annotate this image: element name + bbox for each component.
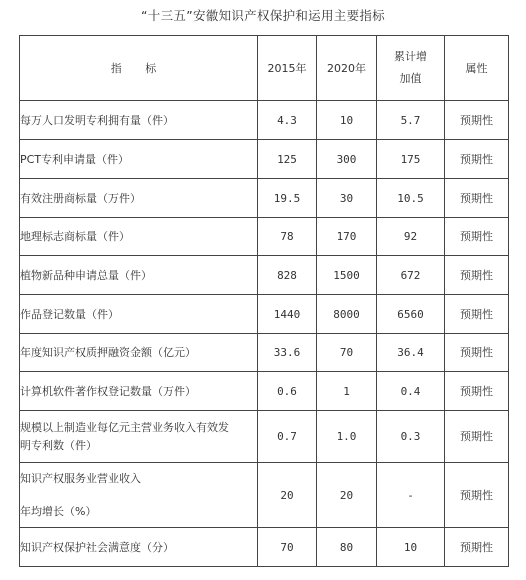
value-attribute: 预期性 [445,256,509,295]
value-2015: 20 [258,463,317,528]
row-indicator: 年度知识产权质押融资金额（亿元） [20,334,258,372]
value-attribute: 预期性 [445,179,509,218]
value-2020: 1.0 [317,411,377,463]
table-row [20,463,509,528]
header-2020: 2020年 [317,36,377,101]
header-cumulative-increase: 累计增 加值 [377,36,445,101]
value-2015: 1440 [258,295,317,334]
row-indicator: PCT专利申请量（件） [20,140,258,179]
table-row [20,372,509,411]
table-title: “十三五”安徽知识产权保护和运用主要指标 [141,8,385,23]
value-increase: 5.7 [377,101,445,140]
value-2020: 1500 [317,256,377,295]
row-indicator: 每万人口发明专利拥有量（件） [20,101,258,140]
value-increase: 36.4 [377,334,445,372]
value-2015: 0.7 [258,411,317,463]
value-attribute: 预期性 [445,528,509,567]
value-increase: - [377,463,445,528]
value-increase: 6560 [377,295,445,334]
row-indicator: 地理标志商标量（件） [20,218,258,256]
row-indicator: 计算机软件著作权登记数量（万件） [20,372,258,411]
value-2015: 125 [258,140,317,179]
value-attribute: 预期性 [445,140,509,179]
value-increase: 0.4 [377,372,445,411]
value-2015: 0.6 [258,372,317,411]
value-attribute: 预期性 [445,295,509,334]
value-2020: 30 [317,179,377,218]
value-attribute: 预期性 [445,463,509,528]
value-2015: 70 [258,528,317,567]
header-row [20,36,509,101]
header-indicator: 指 标 [20,36,258,101]
value-2020: 10 [317,101,377,140]
row-indicator: 有效注册商标量（万件） [20,179,258,218]
row-indicator: 植物新品种申请总量（件） [20,256,258,295]
value-increase: 92 [377,218,445,256]
value-2015: 78 [258,218,317,256]
table-row [20,179,509,218]
value-attribute: 预期性 [445,218,509,256]
value-2015: 828 [258,256,317,295]
value-increase: 0.3 [377,411,445,463]
value-attribute: 预期性 [445,372,509,411]
value-increase: 10 [377,528,445,567]
row-indicator: 知识产权服务业营业收入 年均增长（%） [20,463,258,528]
table-row [20,101,509,140]
value-2020: 8000 [317,295,377,334]
table-row [20,411,509,463]
value-2020: 70 [317,334,377,372]
value-2020: 1 [317,372,377,411]
row-indicator: 作品登记数量（件） [20,295,258,334]
value-attribute: 预期性 [445,334,509,372]
table-row [20,528,509,567]
value-2020: 80 [317,528,377,567]
value-increase: 10.5 [377,179,445,218]
value-2020: 170 [317,218,377,256]
value-2015: 4.3 [258,101,317,140]
value-2015: 33.6 [258,334,317,372]
value-increase: 175 [377,140,445,179]
table-row [20,140,509,179]
header-attribute: 属性 [445,36,509,101]
value-2015: 19.5 [258,179,317,218]
value-attribute: 预期性 [445,411,509,463]
table-row [20,295,509,334]
row-indicator: 知识产权保护社会满意度（分） [20,528,258,567]
table-row [20,256,509,295]
value-2020: 20 [317,463,377,528]
header-2015: 2015年 [258,36,317,101]
table-row [20,218,509,256]
indicators-table [19,35,509,567]
table-row [20,334,509,372]
value-2020: 300 [317,140,377,179]
value-attribute: 预期性 [445,101,509,140]
value-increase: 672 [377,256,445,295]
row-indicator: 规模以上制造业每亿元主营业务收入有效发 明专利数（件） [20,411,258,463]
